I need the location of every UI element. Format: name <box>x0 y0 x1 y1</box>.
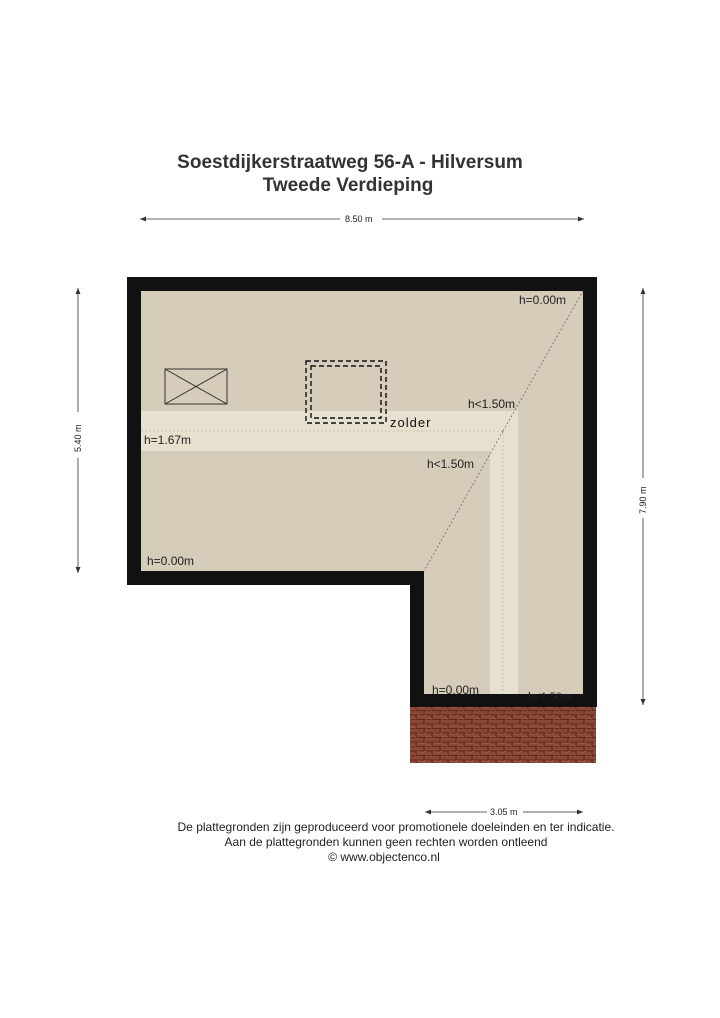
disclaimer-line-1: De plattegronden zijn geproduceerd voor promotionele doeleinden en ter indicatie. <box>177 820 615 834</box>
dimension-width-top <box>140 214 584 224</box>
dimension-width-bottom <box>425 807 583 817</box>
dimension-width-top-label: 8.50 m <box>345 214 373 224</box>
height-top-right: h=0.00m <box>519 293 567 307</box>
height-ridge-left: h=1.67m <box>144 433 192 447</box>
roof-tiles <box>410 707 596 763</box>
height-ridge-corner-lower: h<1.50m <box>427 457 475 471</box>
plan-title-address: Soestdijkerstraatweg 56-A - Hilversum <box>177 152 523 173</box>
dimension-height-left-label: 5.40 m <box>73 424 83 452</box>
ridge-band-vertical <box>490 411 518 694</box>
disclaimer-line-2: Aan de plattegronden kunnen geen rechten worden ontleend <box>224 835 548 849</box>
dimension-height-left <box>73 288 83 573</box>
height-ridge-corner-upper: h<1.50m <box>468 397 516 411</box>
height-bottom-left: h=0.00m <box>147 554 195 568</box>
copyright-link[interactable]: © www.objectenco.nl <box>328 850 440 864</box>
dimension-height-right-label: 7.90 m <box>638 486 648 514</box>
height-bottom-wing-left: h=0.00m <box>432 683 480 697</box>
room-name: zolder <box>390 415 432 430</box>
plan-title-floor: Tweede Verdieping <box>262 175 434 196</box>
dimension-height-right <box>638 288 648 705</box>
dimension-width-bottom-label: 3.05 m <box>490 807 518 817</box>
height-bottom-wing-right: h<1.50m <box>528 689 572 703</box>
